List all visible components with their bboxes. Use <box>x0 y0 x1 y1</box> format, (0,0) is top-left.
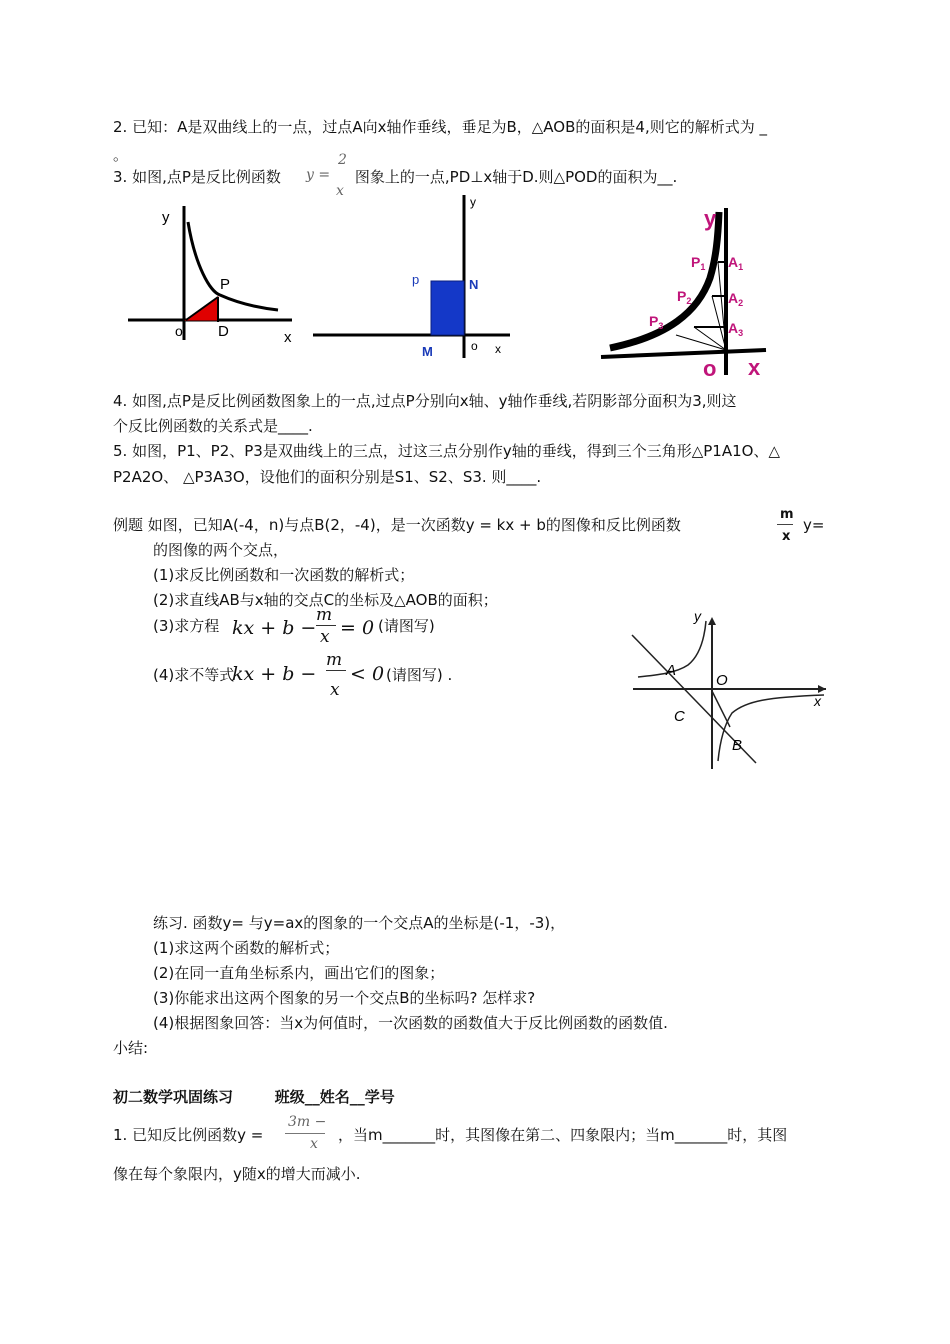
example-item3-math: kx + b − <box>232 617 317 639</box>
fig4-segment-ob <box>712 691 730 727</box>
q3-frac-den: x <box>336 183 344 199</box>
example-line2: 的图像的两个交点， <box>153 541 289 559</box>
fig1-label-o: o <box>175 323 183 339</box>
consolidation-q1-suffix: ，当m_______时，其图像在第二、四象限内；当m_______时，其图 <box>338 1126 788 1144</box>
fig2-label-m: M <box>422 344 433 359</box>
example-item3: (3)求方程 <box>153 617 220 635</box>
q2-line1: 2. 已知：A是双曲线上的一点，过点A向x轴作垂线，垂足为B，△AOB的面积是4,则它的解析式为 _ <box>113 118 767 136</box>
fig4-label-o: O <box>716 672 728 689</box>
q3-prefix: 3. 如图,点P是反比例函数 <box>113 168 281 186</box>
figure-rectangle-pmon <box>310 190 520 365</box>
consolidation-q1-num: 3m − <box>288 1114 327 1130</box>
consolidation-q1-den: x <box>310 1136 318 1152</box>
q3-line <box>113 167 677 187</box>
example-item3-suffix: = 0 <box>340 617 375 639</box>
practice-summary: 小结: <box>113 1039 149 1057</box>
consolidation-q1-prefix: 1. 已知反比例函数y = <box>113 1126 264 1144</box>
example-item2: (2)求直线AB与x轴的交点C的坐标及△AOB的面积； <box>153 591 498 609</box>
example-frac-bar <box>777 524 793 525</box>
fig3-label-p3: $P_3$ <box>649 313 664 331</box>
consolidation-q1-line2: 像在每个象限内，y随x的增大而减小. <box>113 1165 361 1183</box>
q5-line2: P2A2O、 △P3A3O，设他们的面积分别是S1、S2、S3. 则____. <box>113 468 542 486</box>
example-frac-den: x <box>782 529 791 544</box>
fig3-label-p1: $P_1$ <box>691 254 706 272</box>
practice-line1: 练习. 函数y= 与y=ax的图象的一个交点A的坐标是(-1，-3)， <box>153 914 566 932</box>
consolidation-title: 初二数学巩固练习 班级__姓名__学号 <box>113 1088 395 1106</box>
fig1-label-x: x <box>284 329 292 346</box>
q4-line1: 4. 如图,点P是反比例函数图象上的一点,过点P分别向x轴、y轴作垂线,若阴影部分面积为3,则这 <box>113 392 737 410</box>
fig3-label-o: o <box>703 356 717 380</box>
fig4-label-a: A <box>666 662 677 679</box>
q3-frac-num: 2 <box>338 152 347 168</box>
practice-item3: (3)你能求出这两个图象的另一个交点B的坐标吗? 怎样求? <box>153 989 536 1007</box>
example-item4: (4)求不等式 <box>153 666 235 684</box>
q4-line2: 个反比例函数的关系式是____. <box>113 417 313 435</box>
example-item4-suffix: < 0 <box>350 663 385 685</box>
fig3-label-a3: $A_3$ <box>728 320 744 338</box>
figure-three-triangles <box>598 200 778 380</box>
figure-hyperbola-triangle <box>120 200 310 350</box>
fig4-label-b: B <box>732 737 743 754</box>
q2-line2: 。 <box>113 146 129 164</box>
example-item3-note: (请图写) <box>378 617 435 635</box>
fig3-label-x: x <box>748 355 761 380</box>
fig2-shaded-rectangle <box>431 281 464 335</box>
fig3-label-p2: $P_2$ <box>677 288 692 306</box>
q5-line1: 5. 如图，P1、P2、P3是双曲线上的三点，过这三点分别作y轴的垂线，得到三个三角形△P1A1O、△ <box>113 442 780 460</box>
example-item4-math: kx + b − <box>232 663 317 685</box>
fig4-label-y: y <box>694 608 701 624</box>
q3-suffix: 图象上的一点,PD⊥x轴于D.则△POD的面积为__. <box>354 168 678 186</box>
fig3-label-a1: $A_1$ <box>728 254 744 272</box>
fig1-label-y: y <box>162 209 170 226</box>
fig1-label-d: D <box>218 323 229 340</box>
fig2-label-n: N <box>469 277 479 292</box>
fig3-x-axis <box>601 350 766 357</box>
fig3-label-y: y <box>704 206 717 231</box>
fig3-label-a2: $A_2$ <box>728 290 744 308</box>
figure-line-hyperbola-intersections <box>628 603 833 773</box>
practice-item4: (4)根据图象回答：当x为何值时，一次函数的函数值大于反比例函数的函数值. <box>153 1014 668 1032</box>
example-line1: 例题 如图，已知A(-4，n)与点B(2，-4)，是一次函数y = kx + b的图像和反比例函数 <box>113 516 681 534</box>
q3-eq: y = <box>306 167 331 183</box>
practice-item1: (1)求这两个函数的解析式； <box>153 939 340 957</box>
example-item4-frac-den: x <box>330 680 340 700</box>
example-frac-num: m <box>780 507 794 522</box>
fig2-label-y: y <box>470 195 476 209</box>
fig4-label-x: x <box>814 693 821 709</box>
fig2-label-x: x <box>495 342 501 356</box>
example-y-eq: y= <box>803 516 825 534</box>
example-item4-note: (请图写) . <box>386 666 453 684</box>
example-item3-frac-den: x <box>320 627 330 647</box>
example-item4-frac-num: m <box>326 650 343 670</box>
fig1-hyperbola <box>188 222 278 310</box>
fig2-label-o: o <box>471 339 478 353</box>
example-item3-frac-num: m <box>316 605 333 625</box>
practice-item2: (2)在同一直角坐标系内，画出它们的图象； <box>153 964 445 982</box>
fig1-label-p: P <box>220 276 231 293</box>
example-item1: (1)求反比例函数和一次函数的解析式； <box>153 566 415 584</box>
fig4-label-c: C <box>674 708 685 725</box>
fig2-label-p: p <box>412 272 420 287</box>
